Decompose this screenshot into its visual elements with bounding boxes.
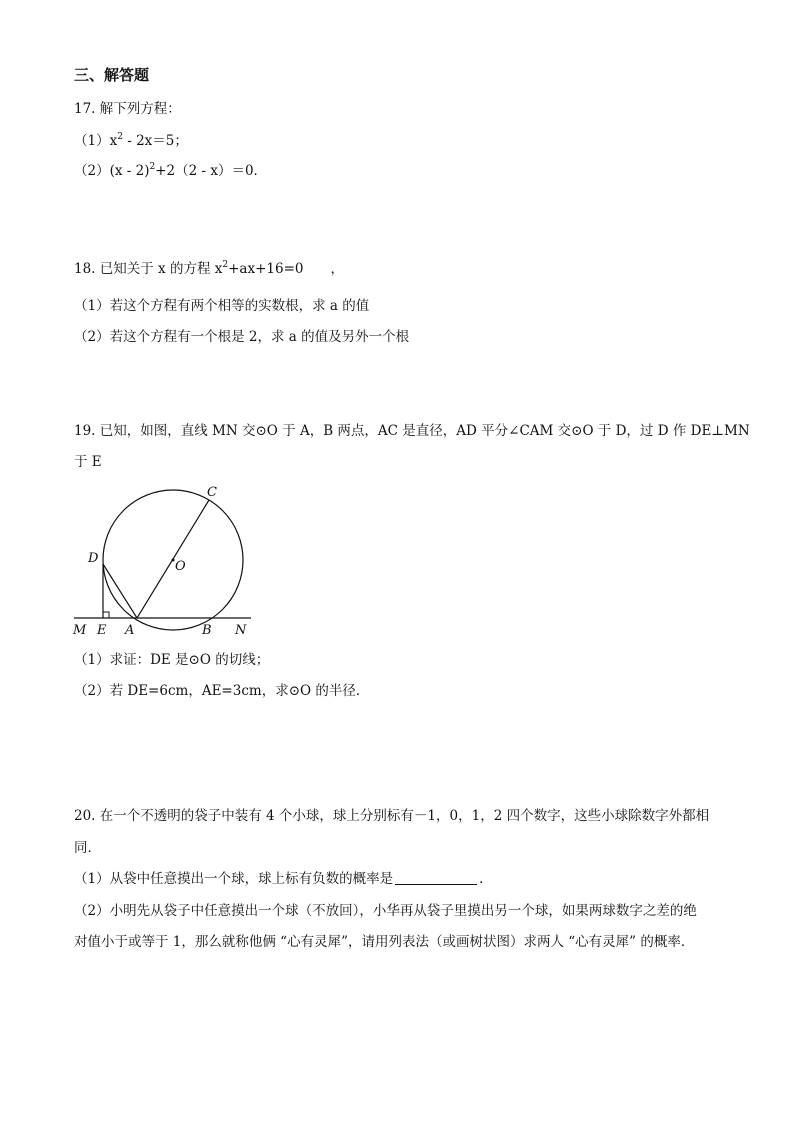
q19-part1: （1）求证：DE 是⊙O 的切线； [74,652,270,668]
q17-part1-b: - 2x＝5； [122,133,188,149]
q17-part2-sup: 2 [149,161,156,172]
label-e: E [97,623,107,638]
q20-part1 [74,871,493,889]
q18-part1: （1）若这个方程有两个相等的实数根，求 a 的值 [74,298,370,314]
q17-part1-sup: 2 [117,131,123,142]
q20-stem-line2: 同． [74,840,101,856]
q20-stem-line1: 20. 在一个不透明的袋子中装有 4 个小球，球上分别标有－1，0，1，2 四个数字，这些小球除数字外都相 [74,808,710,824]
q19-stem-line1: 19. 已知，如图，直线 MN 交⊙O 于 A，B 两点，AC 是直径，AD 平分∠CAM 交⊙O 于 D，过 D 作 DE⊥MN [74,423,750,439]
q18-stem-sup: 2 [222,259,229,270]
answer-blank[interactable] [395,884,477,885]
label-m: M [73,623,87,638]
label-o: O [175,559,186,574]
q18-stem-a: 18. 已知关于 x 的方程 x [74,261,223,277]
q20-part1-a: （1）从袋中任意摸出一个球，球上标有负数的概率是 [74,871,394,887]
label-b: B [202,623,212,638]
label-d: D [88,551,99,566]
q19-part2: （2）若 DE=6cm，AE=3cm，求⊙O 的半径． [74,683,370,699]
label-n: N [235,623,247,638]
right-angle-mark [103,612,109,618]
q17-part1-a: （1）x [74,133,118,149]
q18-part2: （2）若这个方程有一个根是 2，求 a 的值及另外一个根 [74,329,410,345]
q19-stem-line2: 于 E [74,454,102,470]
label-a: A [125,623,135,638]
q20-part2-line1: （2）小明先从袋子中任意摸出一个球（不放回），小华再从袋子里摸出另一个球，如果两球数字之差的绝 [74,903,697,919]
section-title: 三、解答题 [74,66,150,84]
q17-stem: 17. 解下列方程： [74,101,181,117]
q20-part2-line2: 对值小于或等于 1，那么就称他俩 “心有灵犀”，请用列表法（或画树状图）求两人 “心有灵犀” 的概率． [74,934,695,950]
label-c: C [207,485,217,500]
q20-part1-b: ． [479,871,493,887]
q17-part2-b: +2（2 - x）＝0． [155,163,268,179]
segment-ad [103,564,137,618]
q17-part2-a: （2）(x - 2) [74,163,150,179]
q18-stem-b: +ax+16=0 ， [228,261,344,277]
